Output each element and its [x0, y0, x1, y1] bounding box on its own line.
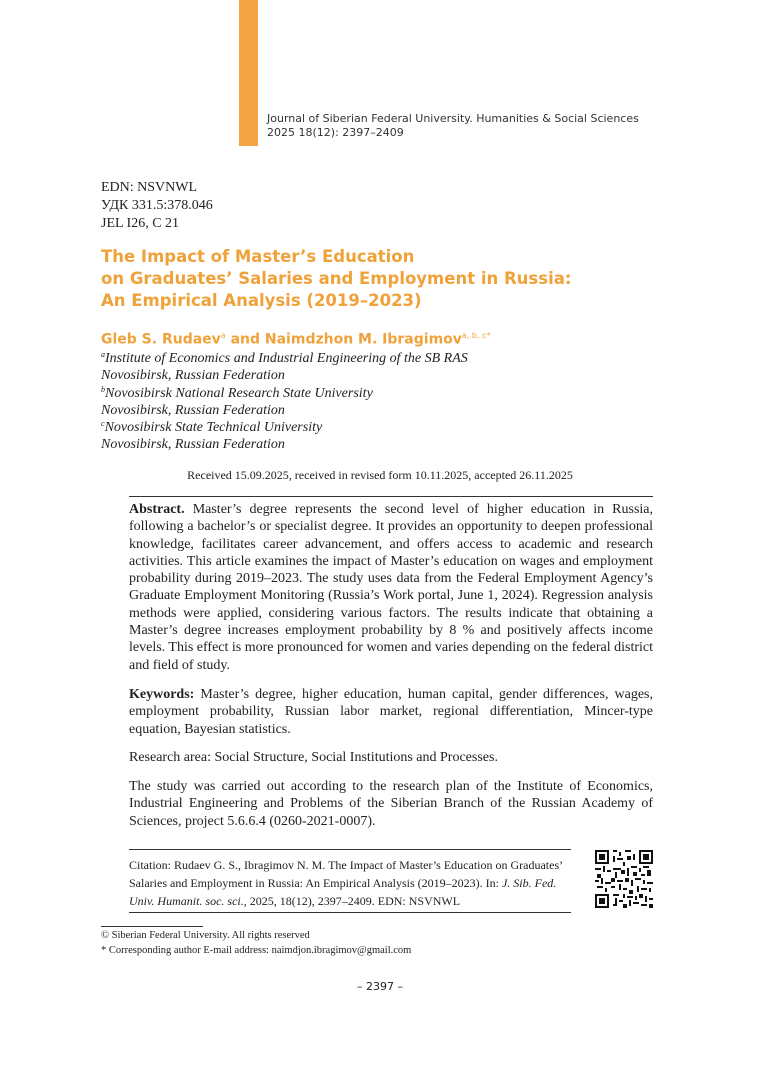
article-identifiers	[101, 179, 213, 233]
affiliation-sup: a	[101, 350, 105, 359]
funding-note: The study was carried out according to the research plan of the Institute of Economics, Industrial Engineering and Problems of the Siberian Branch of the Russian Academy of Sciences, project 5.6.6.4 (0260-2021-0007).	[129, 779, 653, 829]
affiliation-line	[101, 385, 468, 402]
affiliation-sup: c	[101, 419, 105, 429]
abstract-top-rule	[129, 496, 653, 497]
affiliation-line	[101, 350, 468, 367]
journal-header	[267, 112, 639, 140]
edn-code: EDN: NSVNWL	[101, 180, 198, 195]
citation-journal: J. Sib. Fed.	[501, 876, 557, 890]
footnote-rule	[101, 926, 203, 927]
udk-code: УДК 331.5:378.046	[101, 198, 213, 213]
affiliation-text: Novosibirsk, Russian Federation	[101, 437, 285, 453]
citation-journal-cont: Univ. Humanit. soc. sci.	[129, 894, 244, 908]
affiliation-line	[101, 436, 468, 453]
abstract-text: Master’s degree represents the second level of higher education in Russia, following a bachelor’s or specialist degree. It provides an opportunity to deepen professional knowledge, facilitates career advancement, and offers access to academic and research activities. This article examines the impact of Master’s education on wages and employment probability during 2019–2023. The study uses data from the Federal Employment Agency’s Graduate Employment Monitoring (Russia’s Work portal, June 1, 2024). Regression analysis methods were applied, considering various factors. The results indicate that obtaining a Master’s degree increases employment probability by 8 % and positively affects income levels. This effect is more pronounced for women and varies depending on the federal district and field of study.	[129, 502, 653, 673]
page-number: – 2397 –	[357, 980, 403, 993]
affiliation-line	[101, 367, 468, 384]
affiliation-text: Novosibirsk, Russian Federation	[101, 368, 285, 384]
affiliation-line	[101, 402, 468, 419]
author-1-affil: a	[220, 331, 226, 340]
title-line-3: An Empirical Analysis (2019–2023)	[101, 291, 422, 310]
qr-code-icon[interactable]	[595, 850, 653, 908]
keywords-text: Master’s degree, higher education, human capital, gender differences, wages, employment probability, Russian labor market, regional differentiation, Mincer-type equation, Bayesian statistics.	[129, 687, 654, 737]
citation-top-rule	[129, 849, 571, 850]
affiliation-text: Institute of Economics and Industrial Engineering of the SB RAS	[105, 351, 468, 366]
journal-name: Journal of Siberian Federal University. Humanities & Social Sciences	[267, 112, 639, 125]
journal-accent-bar	[239, 0, 258, 146]
authors	[101, 331, 490, 348]
affiliation-text: Novosibirsk National Research State University	[105, 385, 373, 401]
research-area: Research area: Social Structure, Social Institutions and Processes.	[129, 750, 498, 765]
title-line-2: on Graduates’ Salaries and Employment in Russia:	[101, 269, 572, 288]
affiliations	[101, 350, 468, 454]
article-title	[101, 246, 621, 312]
citation-line-3	[129, 892, 571, 910]
corresponding-author-note: * Corresponding author E-mail address: naimdjon.ibragimov@gmail.com	[101, 945, 412, 956]
author-2-affil: a, b, c*	[461, 331, 491, 340]
citation-line-2	[129, 874, 571, 892]
affiliation-text: Novosibirsk, Russian Federation	[101, 402, 285, 418]
citation-details: , 2025, 18(12), 2397–2409. EDN: NSVNWL	[243, 894, 461, 908]
keywords	[129, 686, 653, 738]
affiliation-line	[101, 419, 468, 436]
affiliation-sup: b	[101, 384, 105, 394]
citation-bottom-rule	[129, 912, 571, 913]
copyright-note: © Siberian Federal University. All rights reserved	[101, 930, 310, 941]
title-line-1: The Impact of Master’s Education	[101, 247, 415, 266]
received-dates: Received 15.09.2025, received in revised form 10.11.2025, accepted 26.11.2025	[187, 468, 573, 482]
citation-text: Salaries and Employment in Russia: An Empirical Analysis (2019–2023). In:	[129, 876, 502, 890]
abstract-label: Abstract.	[129, 502, 185, 517]
jel-code: JEL I26, C 21	[101, 216, 180, 231]
author-joiner: and	[225, 331, 265, 348]
citation-line-1: Citation: Rudaev G. S., Ibragimov N. M. The Impact of Master’s Education on Graduates’	[129, 858, 564, 872]
keywords-label: Keywords:	[129, 687, 195, 702]
journal-issue: 2025 18(12): 2397–2409	[267, 126, 404, 139]
citation	[129, 856, 571, 910]
author-1: Gleb S. Rudaev	[101, 331, 221, 348]
author-2: Naimdzhon M. Ibragimov	[264, 331, 462, 348]
abstract	[129, 501, 653, 674]
affiliation-text: Novosibirsk State Technical University	[104, 420, 323, 436]
